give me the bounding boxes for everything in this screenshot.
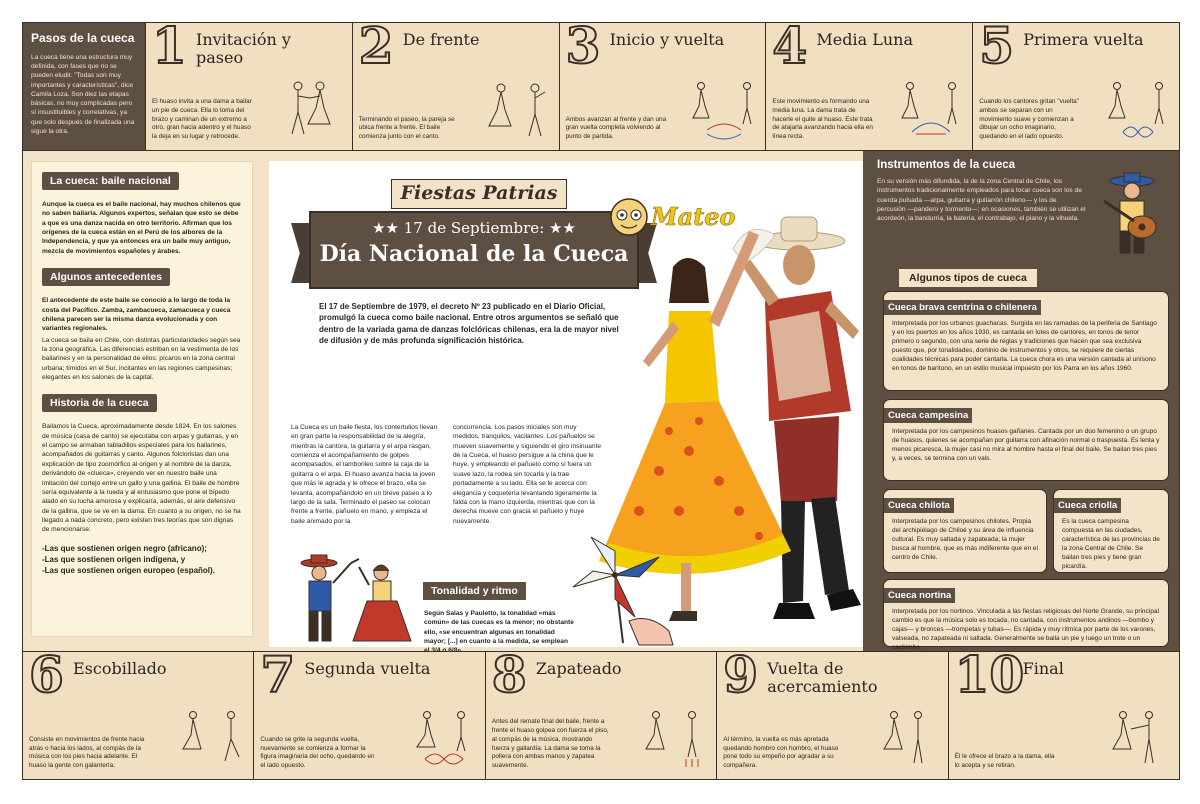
section-title-baile-nacional: La cueca: baile nacional	[42, 172, 179, 190]
step-title: Primera vuelta	[1023, 30, 1144, 49]
card-title: Cueca criolla	[1054, 498, 1121, 513]
step-1	[146, 23, 353, 150]
step-number: 10	[954, 652, 1025, 704]
section-text: El antecedente de este baile se conoció a lo largo de toda la costa del Pacífico. Zamba, zambacueca, zamacueca y cueca chilena parecen ser la misma danza evolucionada y con variantes regionales.	[42, 297, 231, 333]
bottom-steps-bar	[23, 651, 1179, 779]
step-8	[486, 652, 717, 779]
step-description: Antes del remate final del baile, frente a frente el huaso golpea con fuerza el piso, al compás de la música, mostrando fuerza y gallardía. La dama se toma la pollera con ambas manos y zapatea suavemente.	[491, 718, 609, 770]
dancers-sketch-icon	[177, 707, 247, 769]
step-description: Terminando el paseo, la pareja se ubica frente a frente. El baile comienza junto con el canto.	[358, 115, 455, 141]
infographic-frame	[22, 22, 1180, 780]
step-title: Inicio y vuelta	[609, 30, 725, 49]
dancers-sketch-icon	[276, 78, 346, 140]
fiestas-patrias-label: Fiestas Patrias	[391, 179, 567, 209]
step-title: Escobillado	[73, 659, 167, 678]
card-text: Interpretada por los urbanos guachacas. Surgida en las ramadas de la periferia de Santiago y en los puertos en los años 1930, es cantada en lotes de cantores, en tonos de tenor primero o segundo, con una serie de reglas y tradiciones que hacen que sea exclusiva puesto que, por tonalidades, dominio de instrumentos y otros, se requiere de ciertas cualidades técnicas para poder cantarla. La cueca chora es una versión cantada al unísono en tonos de barítono, en un estilo musical impuesto por los Parra en los años 1960.	[892, 320, 1157, 373]
step-5	[973, 23, 1179, 150]
step-title: De frente	[402, 30, 480, 49]
step-3	[560, 23, 767, 150]
guitarist-icon	[1094, 171, 1169, 255]
step-title: Media Luna	[816, 30, 913, 49]
step-title: Segunda vuelta	[304, 659, 431, 678]
card-cueca-criolla	[1053, 489, 1169, 573]
card-cueca-brava	[883, 291, 1169, 391]
step-description: El huaso invita a una dama a bailar un pie de cueca. Ella lo toma del brazo y caminan de un extremo a otro, gran hacia adentro y el huaso la deja en su lugar y retrocede.	[152, 97, 252, 141]
card-text: Interpretada por los campesinos huasos gañanes. Cantada por un dúo femenino o un grupo de huasos, quienes se acompañan por guitarra con afinación normal o traspuesta. Es lenta y menos picaresca, la mujer casi no mira al hombre hasta el final del baile. Se bailan tres pies y, a veces, se termina con un vals.	[892, 428, 1160, 463]
card-cueca-nortina	[883, 579, 1169, 652]
dancers-sketch-icon	[896, 78, 966, 140]
step-description: Él le ofrece el brazo a la dama, ella lo acepta y se retiran.	[954, 753, 1055, 770]
steps-intro-text: La cueca tiene una estructura muy definida, con fases que no se pueden eludir. "Todas son muy importantes y características", dice Camila Loza. Son diez las etapas básicas, no muy complicadas pero sí insustituibles y correlativas, ya que solo después de finalizada una sigue la otra.	[31, 54, 135, 135]
left-column	[31, 161, 253, 637]
dancers-sketch-icon	[640, 707, 710, 769]
step-6	[23, 652, 254, 779]
dancers-sketch-icon	[1103, 707, 1173, 769]
instruments-title: Instrumentos de la cueca	[877, 159, 1016, 171]
step-number: 3	[565, 23, 601, 75]
step-10	[949, 652, 1179, 779]
card-cueca-campesina	[883, 399, 1169, 481]
card-title: Cueca campesina	[884, 408, 972, 423]
step-4	[766, 23, 973, 150]
dancers-sketch-icon	[1103, 78, 1173, 140]
step-7	[254, 652, 485, 779]
steps-intro	[23, 23, 146, 150]
card-text: Interpretada por los nortinos. Vinculada a las fiestas religiosas del Norte Grande, su principal cambio es que la música solo es tocada, no cantada, con instrumentos andinos —bombo y cajas— y bronces —trompetas y tubas—. Es rápida y muy rítmica por parte de los varones, valseada, no zapateada ni saltada. Generalmente se baila un pie y luego un trote o un cachimbo.	[892, 608, 1159, 652]
dancers-sketch-icon	[409, 707, 479, 769]
card-title: Cueca chilota	[884, 498, 954, 513]
step-number: 9	[723, 652, 759, 704]
tonalidad-title: Tonalidad y ritmo	[423, 582, 526, 600]
step-9	[717, 652, 948, 779]
right-column	[863, 151, 1179, 651]
step-number: 8	[491, 652, 527, 704]
text-column-2: concurrencia. Los pasos iniciales son muy medidos, tranquilos, vacilantes. Los pañuelos se mueven suavemente y siguiendo el giro insinuante de la Cueca, el huaso persigue a la china que le huye, y empleando el pañuelo como si fuera un suave lazo, la rodea sin tocarla y la trae portadamente a su lado. Ella se le acerca con elegancia y coquetería levantando ligeramente la falda con la mano izquierda, mientras que con la derecha mueve con gracia el pañuelo y huye nuevamente.	[453, 424, 602, 525]
banner-date: ★★ 17 de Septiembre: ★★	[372, 219, 576, 237]
dancers-sketch-icon	[689, 78, 759, 140]
dancers-sketch-icon	[872, 707, 942, 769]
section-text: La cueca se baila en Chile, con distintas particularidades según sea la zona geográfica. Las diferencias estriban en la vestimenta de los bailarines y en la personalidad de ellos: pícaros en la zona central urbana; tímidos en el Sur, incitantes en las regiones campesinas; elegantes en los salones de la capital.	[42, 336, 241, 382]
origin-theory: -Las que sostienen origen indígena, y	[42, 554, 186, 564]
steps-intro-title: Pasos de la cueca	[31, 31, 135, 45]
step-number: 2	[358, 23, 394, 75]
section-text: Bailamos la Cueca, aproximadamente desde 1824. En los salones de música (casa de canto) se ejecutaba con arpas y guitarras, y en el campo se armaban tabladillos especiales para los bailarines, acompañados de guitarras y canto. Algunos folcloristas dan una explicación de tipo zoomórfico al origen y al nombre de la danza, derivándolo de «clueca», creyendo ver en nuestro baile una imitación del cortejo entre un gallo y una gallina. El baile de hombre sería equivalente a la rueda y al entusiasmo que pone el bípedo alado en su lucha amorosa y explicaría, además, el aire defensivo de la gallina, que se ve en la dama. En cuanto a su origen, no se ha llegado a nada concreto, pero existen tres teorías que son dignas de mencionarse:	[42, 423, 241, 534]
pinwheel-icon	[569, 531, 679, 647]
banner-title: Día Nacional de la Cueca	[319, 241, 629, 267]
decree-text: El 17 de Septiembre de 1979, el decreto Nº 23 publicado en el Diario Oficial, promulgó la cueca como baile nacional. Entre otros argumentos se señaló que dentro de la variada gama de danzas folclóricas chilenas, era la de mayor nivel de difusión y de más profunda significación histórica.	[319, 302, 619, 346]
couple-cartoon-icon	[289, 553, 419, 645]
step-description: Al término, la vuelta es más apretada quedando hombro con hombro, el huaso pone todo su empeño por agradar a su compañera.	[723, 735, 839, 770]
step-description: Ambos avanzan al frente y dan una gran vuelta completa volviendo al punto de partida.	[565, 115, 667, 141]
center-panel	[269, 161, 879, 647]
card-cueca-chilota	[883, 489, 1047, 573]
card-text: Es la cueca campesina compuesta en las ciudades, característica de las provincias de la zona Central de Chile. Se bailan tres pies y tiene gran picardía.	[1062, 518, 1160, 571]
step-title: Final	[1022, 659, 1064, 678]
step-number: 1	[152, 23, 187, 75]
tipos-title: Algunos tipos de cueca	[899, 269, 1037, 287]
top-steps-bar	[23, 23, 1179, 151]
step-number: 6	[29, 652, 64, 704]
step-number: 4	[772, 23, 808, 75]
step-description: Cuando los cantores gritan "vuelta" ambos se separan con un movimiento suave y comienzan a dibujar un ocho imaginario, quedando en el lado opuesto.	[979, 97, 1079, 141]
card-title: Cueca nortina	[884, 588, 955, 603]
text-column-1: La Cueca es un baile fiesta, los contertulios llevan en gran parte la responsabilidad de la alegría, mientras la cantora, la guitarra y el arpa rasgan, comienza el acompañamiento de golpes acompasados, el tamborileo sobre la caja de la guitarra o el arpa. El huaso avanza hacia la joven que más le agrada y le ofrece el brazo, ella se levanta, acompañándolo en un breve paseo a lo largo de la sala. Terminado el paseo se colocan frente a frente, pañuelo en mano, y empieza el baile animado por la	[291, 424, 438, 525]
mateo-text: Mateo	[651, 202, 736, 231]
card-title: Cueca brava centrina o chilenera	[884, 300, 1041, 315]
step-number: 5	[979, 23, 1014, 75]
step-title: Invitación y paseo	[196, 30, 291, 68]
step-description: Consiste en movimientos de frente hacia atrás o hacia los lados, al compás de la música con los pies hacia adelante. El huaso la gente con galantería.	[29, 735, 145, 770]
card-text: Interpretada por los campesinos chilotes. Propia del archipiélago de Chiloé y su área de influencia cultural. Es muy saltada y zapateada; la mujer busca al hombre, que es más indiferente que en el centro de Chile.	[892, 518, 1038, 562]
step-description: Este movimiento es formando una media luna. La dama trata de hacerle el quite al huaso. Este trata de atajarla avanzando hacia ella en línea recta.	[772, 97, 873, 141]
step-title: Zapateado	[535, 659, 622, 678]
step-description: Cuando se grite la segunda vuelta, nuevamente se comienza a formar la figura imaginaria del ocho, quedando en el lado opuesto.	[260, 735, 375, 770]
section-title-historia: Historia de la cueca	[42, 394, 157, 412]
origin-theory: -Las que sostienen origen negro (africano);	[42, 543, 207, 553]
instruments-text: En su versión más difundida, la de la zona Central de Chile, los instrumentos tradicionalmente empleados para tocar cueca son los de cuerda pulsada —arpa, guitarra y guitarrón chileno— y los de percusión —pandero y tormento—; en ocasiones, también se utilizan el acordeón, la bandurria, la batería, el contrabajo, el piano y la vihuela.	[877, 178, 1086, 223]
section-title-antecedentes: Algunos antecedentes	[42, 268, 170, 286]
tonalidad-text: Según Salas y Pauletto, la tonalidad «más común» de las cuecas es la menor; no obstante ello, «se encuentran algunas en tonalidad mayor; [...] en cuanto a la medida, se emplean	[424, 610, 574, 646]
step-number: 7	[260, 652, 296, 704]
step-title: Vuelta de acercamiento	[767, 659, 878, 697]
origin-theory: -Las que sostienen origen europeo (español).	[42, 566, 215, 576]
step-2	[353, 23, 560, 150]
dancers-sketch-icon	[483, 78, 553, 140]
section-text: Aunque la cueca es el baile nacional, hay muchos chilenos que no saben bailarla. Algunos expertos, señalan que esto se debe a que es una danza nacida en otro territorio. Afirman que los orígenes de la cueca están en el Perú de los albores de la Independencia, y que ya entonces era un baile muy antiguo, mezcla de movimientos españoles y árabes.	[42, 201, 241, 255]
